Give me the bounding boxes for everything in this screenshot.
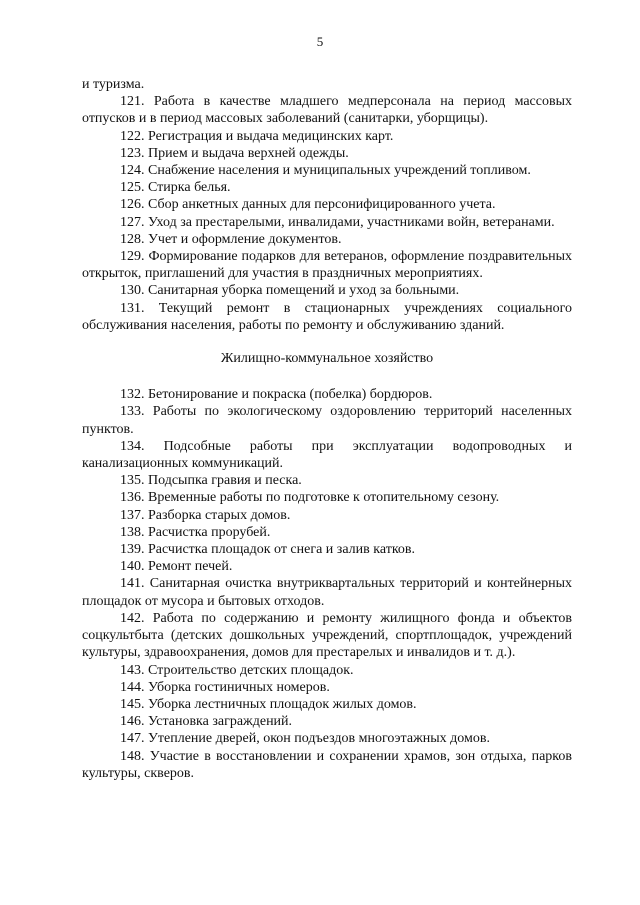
list-section-social (82, 93, 572, 334)
continuation-text: и туризма. (82, 77, 145, 92)
list-item: 138. Расчистка прорубей. (120, 524, 271, 540)
list-item: 139. Расчистка площадок от снега и залив катков. (120, 542, 416, 558)
list-item: 123. Прием и выдача верхней одежды. (120, 145, 349, 161)
list-item: 136. Временные работы по подготовке к отопительному сезону. (120, 490, 500, 506)
list-item: 146. Установка заграждений. (120, 714, 293, 730)
list-item: 131. Текущий ремонт в стационарных учреждениях социального обслуживания населения, работы по ремонту и обслуживанию зданий. (82, 300, 572, 333)
document-body (82, 76, 572, 782)
list-item: 145. Уборка лестничных площадок жилых домов. (120, 696, 417, 712)
list-item: 128. Учет и оформление документов. (120, 231, 342, 247)
list-item: 148. Участие в восстановлении и сохранении храмов, зон отдыха, парков культуры, скверов. (82, 748, 572, 781)
list-item: 126. Сбор анкетных данных для персонифицированного учета. (120, 197, 496, 213)
list-item: 147. Утепление дверей, окон подъездов многоэтажных домов. (120, 731, 490, 747)
page-number: 5 (316, 34, 324, 49)
list-item: 121. Работа в качестве младшего медперсонала на период массовых отпусков и в период массовых заболеваний (санитарки, уборщицы). (82, 94, 572, 127)
list-item: 134. Подсобные работы при эксплуатации водопроводных и канализационных коммуникаций. (82, 438, 572, 472)
list-item: 130. Санитарная уборка помещений и уход за больными. (120, 283, 460, 299)
list-item: 132. Бетонирование и покраска (побелка) бордюров. (120, 387, 433, 403)
list-item: 141. Санитарная очистка внутриквартальных территорий и контейнерных площадок от мусора и бытовых отходов. (82, 576, 572, 609)
list-item: 142. Работа по содержанию и ремонту жилищного фонда и объектов соцкультбыта (детских дошкольных учреждений, спортплощадок, учреждений культуры, здравоохранения, домов для престарелых и инвалидов и т. д.). (82, 610, 572, 661)
list-item: 144. Уборка гостиничных номеров. (120, 679, 330, 695)
list-item: 135. Подсыпка гравия и песка. (120, 473, 302, 489)
section-heading: Жилищно-коммунальное хозяйство (220, 351, 434, 367)
list-item: 125. Стирка белья. (120, 180, 231, 196)
list-item: 143. Строительство детских площадок. (120, 662, 354, 678)
list-item: 137. Разборка старых домов. (120, 507, 291, 523)
list-item: 124. Снабжение населения и муниципальных учреждений топливом. (120, 163, 531, 179)
list-item: 122. Регистрация и выдача медицинских карт. (120, 128, 394, 144)
list-item: 133. Работы по экологическому оздоровлению территорий населенных пунктов. (82, 404, 572, 437)
list-item: 140. Ремонт печей. (120, 559, 233, 575)
list-item: 127. Уход за престарелыми, инвалидами, участниками войн, ветеранами. (120, 214, 555, 230)
list-item: 129. Формирование подарков для ветеранов, оформление поздравительных открыток, приглашений для участия в праздничных мероприятиях. (82, 249, 572, 282)
list-section-housing (82, 386, 572, 782)
